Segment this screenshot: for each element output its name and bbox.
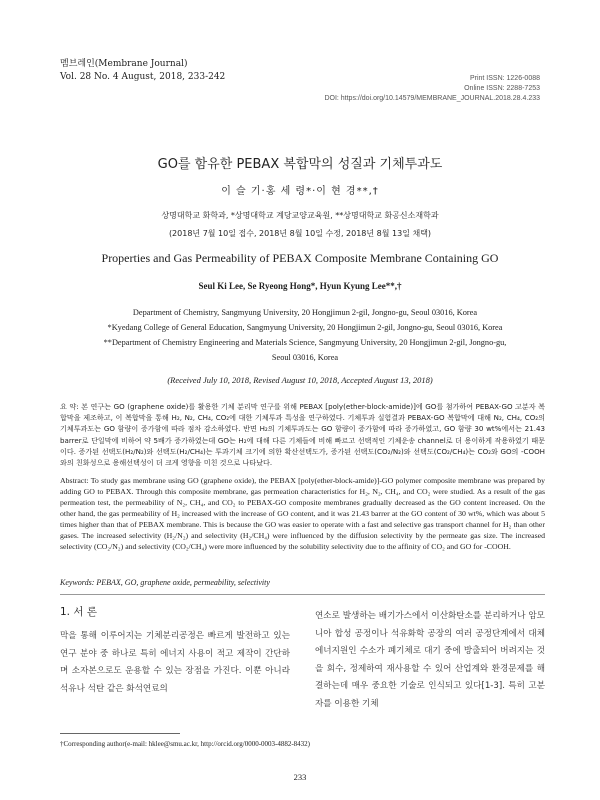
affiliation-3-cont: Seoul 03016, Korea (271, 353, 339, 362)
journal-volume: Vol. 28 No. 4 August, 2018, 233-242 (60, 72, 226, 82)
english-title: Properties and Gas Permeability of PEBAX Composite Membrane Containing GO (101, 251, 499, 265)
journal-name: 멤브레인(Membrane Journal) (60, 59, 188, 69)
footnote: †Corresponding author(e-mail: hklee@smu.ac.kr, http://orcid.org/0000-0003-4882-8432) (60, 740, 311, 748)
affiliation-3: **Department of Chemistry Engineering and Materials Science, Sangmyung University, 20 Hongjimun 2-gil, Jongno-gu, (103, 338, 507, 347)
print-issn: Print ISSN: 1226-0088 (469, 75, 540, 82)
journal-header (60, 58, 225, 84)
body-left-column: 막을 통해 이루어지는 기체분리공정은 빠르게 발전하고 있는 연구 분야 중 하나로 특히 에너지 사용이 적고 제작이 간단하며 소자본으로도 운용할 수 있는 장점을 가진다. 이뿐 아니라 석유나 석탄 같은 화석연료의 (60, 631, 290, 694)
korean-title: GO를 함유한 PEBAX 복합막의 성질과 기체투과도 (157, 157, 443, 172)
page-number: 233 (293, 772, 307, 782)
korean-affiliation: 상명대학교 화학과, *상명대학교 계당교양교육원, **상명대학교 화공신소재학과 (161, 211, 439, 220)
keywords: Keywords: PEBAX, GO, graphene oxide, permeability, selectivity (60, 578, 270, 587)
english-dates: (Received July 10, 2018, Revised August 10, 2018, Accepted August 13, 2018) (167, 375, 433, 385)
section-heading-intro: 1. 서 론 (60, 606, 97, 618)
english-abstract: Abstract: To study gas membrane using GO (graphene oxide), the PEBAX [poly(ether-block-amide)]-GO polymer composite membrane was prepared by adding GO to PEBAX. Through this composite membrane, gas permeation characteristics for H₂, N₂, CH₄, and CO₂ were studied. As a result of the gas permeation test, the permeability of N₂, CH₄, and CO₂ to PEBAX-GO composite membranes gradually decreased as the GO content increased. On the other hand, the gas permeability of H₂ increased with the increase of GO content, and it was 21.43 barrer at the GO content of 30 wt%, which was about 5 times higher than that of PEBAX membrane. This is because the GO was easier to operate with a fast and selective gas transport channel for H₂ than other gases. The increased selectivity (H₂/N₂) and selectivity (H₂/CH₄) were influenced by the diffusion selectivity by the permeate gas size. The increased selectivity (CO₂/N₂) and selectivity (CO₂/CH₄) were more influenced by the solubility selectivity due to the affinity of CO₂ and GO for -COOH. (60, 476, 545, 551)
affiliation-2: *Kyedang College of General Education, Sangmyung University, 20 Hongjimun 2-gil, Jongno-gu, Seoul 03016, Korea (107, 323, 503, 332)
affiliation-1: Department of Chemistry, Sangmyung University, 20 Hongjimun 2-gil, Jongno-gu, Seoul 03016, Korea (132, 308, 478, 317)
body-right-column: 연소로 발생하는 배기가스에서 이산화탄소를 분리하거나 암모니아 합성 공정이나 석유화학 공장의 여러 공정단계에서 대체에너지원인 수소가 폐기체로 대기 중에 방출되어 버려지는 것을 회수, 정제하여 재사용할 수 있어 산업계와 환경문제를 해결하는데 매우 중요한 기술로 인식되고 있다[1-3]. 특히 고분자를 이용한 기체 (315, 611, 545, 709)
issn-block (324, 74, 540, 104)
divider (60, 594, 545, 595)
korean-abstract: 요 약: 본 연구는 GO (graphene oxide)를 활용한 기체 분리막 연구를 위해 PEBAX [poly(ether-block-amide)]에 GO를 첨가하여 PEBAX-GO 고분자 복합막을 제조하고, 이 복합막을 통해 H₂, N₂, CH₄, CO₂에 대한 기체투과 특성을 연구하였다. 기체투과 실험결과 PEBAX-GO 복합막에 대해 N₂, CH₄, CO₂의 기체투과도는 GO 함량이 증가함에 따라 점차 감소하였다. 반면 H₂의 기체투과도는 GO 함량이 증가함에 따라 증가하였고, GO 함량 30 wt%에서는 21.43 barrer로 단일막에 비하여 약 5배가 증가하였는데 GO는 H₂에 대해 다른 기체들에 비해 빠르고 선택적인 기체운송 channel로 더 용이하게 작용하였기 때문이다. 증가된 선택도(H₂/N₂)와 선택도(H₂/CH₄)는 투과기체 크기에 의한 확산선택도가, 증가된 선택도(CO₂/N₂)와 선택도(CO₂/CH₄)는 CO₂와 GO의 -COOH와의 친화성으로 용해선택성이 더 크게 영향을 미친 것으로 나타났다. (60, 402, 545, 468)
doi-link[interactable]: DOI: https://doi.org/10.14579/MEMBRANE_JOURNAL.2018.28.4.233 (324, 95, 540, 102)
korean-dates: (2018년 7월 10일 접수, 2018년 8월 10일 수정, 2018년 8월 13일 채택) (168, 229, 432, 238)
korean-authors: 이 슬 기·홍 세 령*·이 현 경**,† (221, 186, 379, 197)
footnote-divider (60, 733, 180, 734)
online-issn: Online ISSN: 2288-7253 (464, 85, 540, 92)
english-authors: Seul Ki Lee, Se Ryeong Hong*, Hyun Kyung Lee**,† (198, 281, 402, 291)
english-affiliations (70, 305, 540, 365)
